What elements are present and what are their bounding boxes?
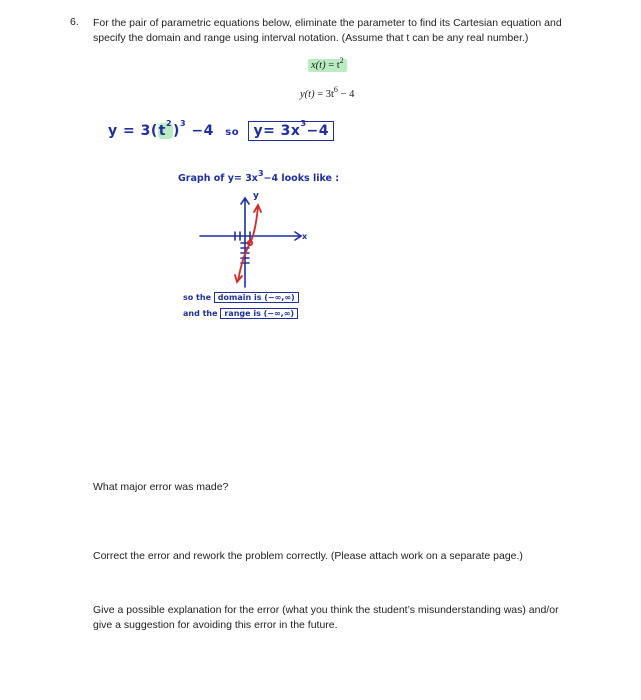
range-box: range is (−∞,∞) [220, 308, 298, 319]
step1-close-paren: ) [173, 123, 180, 139]
question-text: For the pair of parametric equations below, eliminate the parameter to find its Cartesian equation and specify the domain and range using interval notation. (Assume that t can be any real number.) [93, 17, 562, 44]
step1-prefix: y = 3( [108, 123, 158, 139]
prompt-major-error: What major error was made? [93, 481, 229, 493]
range-prefix: and the [183, 309, 218, 318]
equation-x [308, 56, 347, 72]
step1-t: t [158, 123, 166, 139]
equation-y [300, 85, 355, 100]
prompt-explanation: Give a possible explanation for the error (what you think the student’s misunderstanding was) and/or give a suggestion for avoiding this error in the future. [93, 604, 559, 631]
result-tail: −4 [306, 123, 330, 139]
x-exponent: 2 [339, 56, 344, 65]
result-lhs: y= 3x [253, 123, 301, 139]
student-substitution-line [108, 119, 334, 139]
x-axis-label: x [302, 232, 308, 241]
x-rhs: = t [328, 60, 340, 71]
prompt-correct-rework: Correct the error and rework the problem correctly. (Please attach work on a separate page.) [93, 550, 523, 562]
student-sketch-graph [190, 185, 320, 290]
domain-prefix: so the [183, 293, 211, 302]
graph-label-pre: Graph of y= 3x [178, 173, 258, 184]
y-rhs: = 3t [317, 89, 334, 100]
step1-t-exp: 2 [165, 119, 173, 128]
domain-box: domain is (−∞,∞) [214, 292, 299, 303]
graph-label [178, 169, 340, 184]
result-box [248, 121, 334, 141]
so-label: so [225, 127, 240, 138]
range-statement [183, 309, 298, 318]
domain-statement [183, 293, 299, 302]
graph-label-exp: 3 [257, 169, 264, 178]
y-lhs: y(t) [300, 89, 315, 100]
step1-suffix: −4 [186, 123, 214, 139]
y-exponent: 6 [333, 85, 338, 94]
step1-outer-exp: 3 [179, 119, 187, 128]
question-number: 6. [70, 16, 79, 28]
step1-t-highlight [158, 119, 173, 139]
x-lhs: x(t) [311, 60, 326, 71]
y-tail: − 4 [337, 89, 355, 100]
y-axis-label: y [253, 191, 259, 201]
result-exp: 3 [300, 119, 307, 128]
graph-label-post: −4 looks like : [263, 173, 340, 184]
